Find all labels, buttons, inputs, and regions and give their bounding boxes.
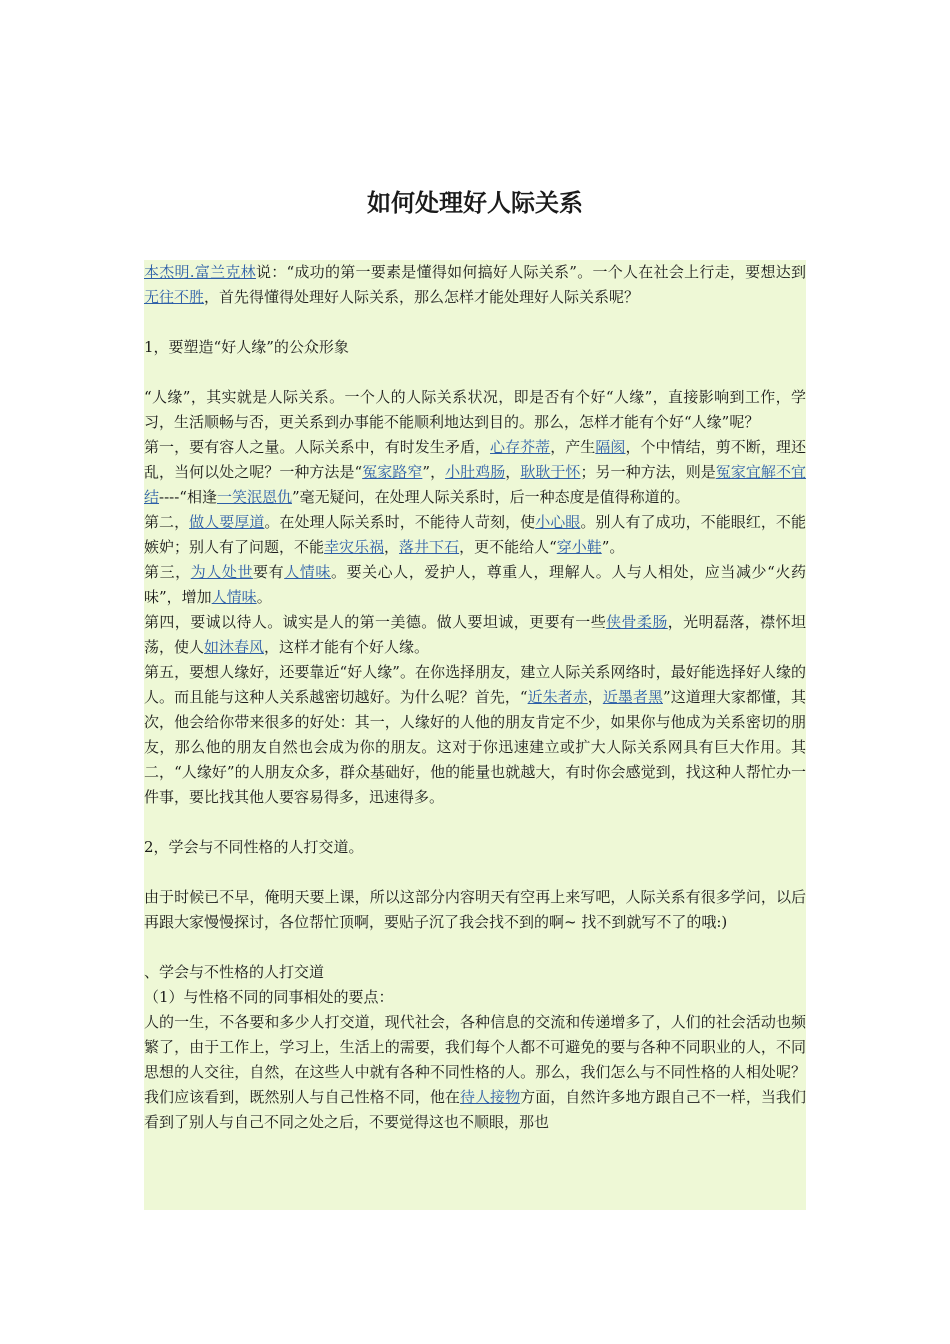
paragraph-point-2	[144, 510, 806, 560]
text-run: ，光明磊落，襟怀坦荡，使人	[144, 613, 806, 656]
text-run: ，更不能给人“	[459, 538, 557, 556]
term-link[interactable]: 耿耿于怀	[520, 463, 581, 481]
text-run: 方面，自然许多地方跟自己不一样，当我们看到了别人与自己不同之处之后，不要觉得这也不顺眼，那也	[144, 1088, 806, 1131]
term-link[interactable]: 无往不胜	[144, 288, 205, 306]
paragraph-note	[144, 885, 806, 935]
paragraph-point-4	[144, 610, 806, 660]
sub-heading-1: （1）与性格不同的同事相处的要点：	[144, 988, 394, 1006]
text-run: 第四，要诚以待人。诚实是人的第一美德。做人要坦诚，更要有一些	[144, 613, 607, 631]
text-run: 说：“成功的第一要素是懂得如何搞好人际关系”。一个人在社会上行走，要想达到	[255, 263, 806, 281]
term-link[interactable]: 做人要厚道	[189, 513, 265, 531]
term-link[interactable]: 穿小鞋	[556, 538, 602, 556]
text-run: “人缘”，其实就是人际关系。一个人的人际关系状况，即是否有个好“人缘”，直接影响到工作，学习，生活顺畅与否，更关系到办事能不能顺利地达到目的。那么，怎样才能有个好“人缘”呢？	[144, 388, 806, 431]
text-run: 第二，	[144, 513, 190, 531]
text-run: ，	[505, 463, 521, 481]
term-link[interactable]: 冤家路窄	[362, 463, 423, 481]
paragraph-personality	[144, 1010, 806, 1135]
term-link[interactable]: 本杰明.富兰克林	[144, 263, 256, 281]
term-link[interactable]: 冤家宜解不宜结	[144, 463, 806, 506]
text-run: 。在处理人际关系时，不能待人苛刻，使	[264, 513, 536, 531]
term-link[interactable]: 幸灾乐祸	[324, 538, 385, 556]
text-run: 。别人有了成功，不能眼红，不能嫉妒；别人有了问题，不能	[144, 513, 806, 556]
paragraph-intro	[144, 260, 806, 310]
section-heading-2: 2，学会与不同性格的人打交道。	[144, 838, 364, 856]
text-run: ”这道理大家都懂，其次，他会给你带来很多的好处：其一，人缘好的人他的朋友肯定不少，如果你与他成为关系密切的朋友，那么他的朋友自然也会成为你的朋友。这对于你迅速建立或扩大人际关系网具有巨大作用。其二，“人缘好”的人朋友众多，群众基础好，他的能量也就越大，有时你会感觉到，找这种人帮忙办一件事，要比找其他人要容易得多，迅速得多。	[144, 688, 806, 806]
text-run: 第一，要有容人之量。人际关系中，有时发生矛盾，	[144, 438, 491, 456]
text-run: 第三，	[144, 563, 191, 581]
term-link[interactable]: 小心眼	[535, 513, 581, 531]
text-run: 要有	[253, 563, 285, 581]
text-run: ，个中情结，剪不断，理还乱，当何以处之呢？一种方法是“	[144, 438, 806, 481]
text-run: ；另一种方法，则是	[580, 463, 716, 481]
article-body	[144, 260, 806, 1210]
text-run: 人的一生，不各要和多少人打交道，现代社会，各种信息的交流和传递增多了，人们的社会活动也频繁了，由于工作上，学习上，生活上的需要，我们每个人都不可避免的要与各种不同职业的人，不同思想的人交往，自然，在这些人中就有各种不同性格的人。那么，我们怎么与不同性格的人相处呢？我们应该看到，既然别人与自己性格不同，他在	[144, 1013, 806, 1106]
text-run: ----“相逢	[159, 488, 217, 506]
text-run: 第五，要想人缘好，还要靠近“好人缘”。在你选择朋友，建立人际关系网络时，最好能选择好人缘的人。而且能与这种人关系越密切越好。为什么呢？首先，“	[144, 663, 806, 706]
paragraph-point-5	[144, 660, 806, 810]
text-run: 由于时候已不早，俺明天要上课，所以这部分内容明天有空再上来写吧，人际关系有很多学问，以后再跟大家慢慢探讨，各位帮忙顶啊，要贴子沉了我会找不到的啊~ 找不到就写不了的哦:)	[144, 888, 806, 931]
text-run: ”。	[601, 538, 625, 556]
term-link[interactable]: 近朱者赤	[527, 688, 588, 706]
term-link[interactable]: 心存芥蒂	[490, 438, 551, 456]
page-title: 如何处理好人际关系	[367, 189, 583, 217]
term-link[interactable]: 隔阂	[595, 438, 626, 456]
paragraph-point-1	[144, 435, 806, 510]
paragraph-point-3	[144, 560, 806, 610]
text-run: ，	[587, 688, 603, 706]
text-run: ，	[384, 538, 400, 556]
section-heading-3: 、学会与不性格的人打交道	[144, 963, 325, 981]
text-run: ，产生	[550, 438, 596, 456]
term-link[interactable]: 如沐春风	[204, 638, 265, 656]
text-run: ”毫无疑问，在处理人际关系时，后一种态度是值得称道的。	[291, 488, 690, 506]
text-run: 。	[256, 588, 272, 606]
text-run: ，首先得懂得处理好人际关系，那么怎样才能处理好人际关系呢？	[204, 288, 640, 306]
section-heading-1: 1，要塑造“好人缘”的公众形象	[144, 338, 349, 356]
text-run: 。要关心人，爱护人，尊重人，理解人。人与人相处，应当减少“火药味”，增加	[144, 563, 806, 606]
term-link[interactable]: 一笑泯恩仇	[216, 488, 292, 506]
text-run: ”，	[422, 463, 446, 481]
term-link[interactable]: 近墨者黑	[602, 688, 663, 706]
term-link[interactable]: 侠骨柔肠	[606, 613, 668, 631]
paragraph-renyuan	[144, 385, 806, 435]
term-link[interactable]: 待人接物	[459, 1088, 521, 1106]
text-run: ，这样才能有个好人缘。	[264, 638, 430, 656]
term-link[interactable]: 人情味	[211, 588, 257, 606]
term-link[interactable]: 落井下石	[399, 538, 460, 556]
term-link[interactable]: 为人处世	[190, 563, 254, 581]
term-link[interactable]: 小肚鸡肠	[445, 463, 506, 481]
term-link[interactable]: 人情味	[284, 563, 331, 581]
